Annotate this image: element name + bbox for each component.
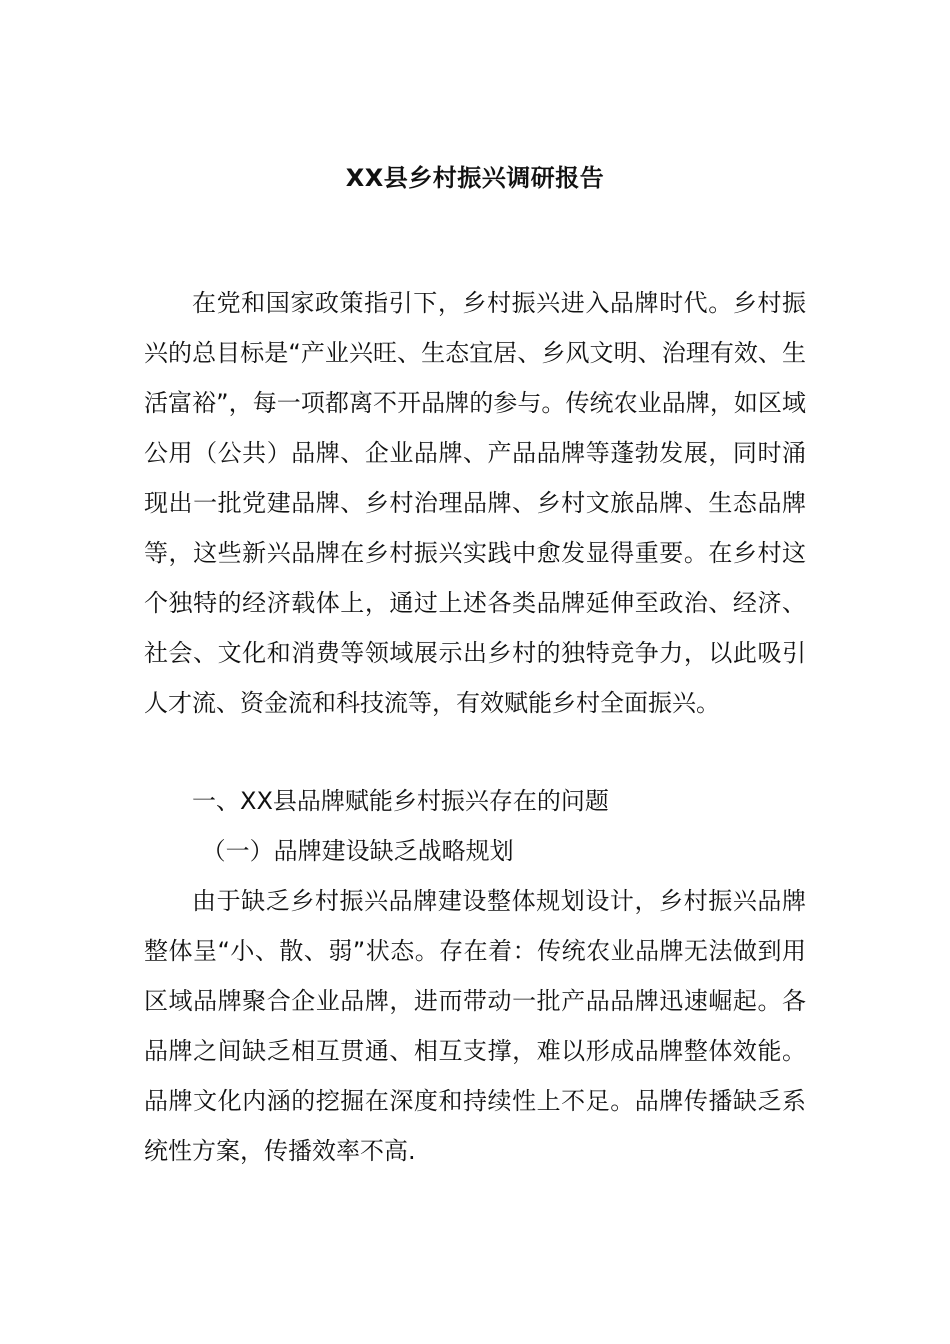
document-title: XX县乡村振兴调研报告 <box>345 164 605 192</box>
subsection-heading-block <box>144 826 806 876</box>
intro-paragraph: 在党和国家政策指引下，乡村振兴进入品牌时代。乡村振兴的总目标是“产业兴旺、生态宜居、乡风文明、治理有效、生活富裕”，每一项都离不开品牌的参与。传统农业品牌，如区域公用（公共）品牌、企业品牌、产品品牌等蓬勃发展，同时涌现出一批党建品牌、乡村治理品牌、乡村文旅品牌、生态品牌等，这些新兴品牌在乡村振兴实践中愈发显得重要。在乡村这个独特的经济载体上，通过上述各类品牌延伸至政治、经济、社会、文化和消费等领域展示出乡村的独特竞争力，以此吸引人才流、资金流和科技流等，有效赋能乡村全面振兴。 <box>144 289 806 717</box>
intro-paragraph-block <box>144 278 806 728</box>
subsection-paragraph-block <box>144 876 806 1176</box>
subsection-paragraph: 由于缺乏乡村振兴品牌建设整体规划设计，乡村振兴品牌整体呈“小、散、弱”状态。存在着：传统农业品牌无法做到用区域品牌聚合企业品牌，进而带动一批产品品牌迅速崛起。各品牌之间缺乏相互贯通、相互支撑，难以形成品牌整体效能。品牌文化内涵的挖掘在深度和持续性上不足。品牌传播缺乏系统性方案，传播效率不高. <box>144 887 806 1165</box>
subsection-heading: （一）品牌建设缺乏战略规划 <box>201 837 514 865</box>
section-heading: 一、XX县品牌赋能乡村振兴存在的问题 <box>192 787 609 815</box>
section-heading-block <box>144 776 806 826</box>
